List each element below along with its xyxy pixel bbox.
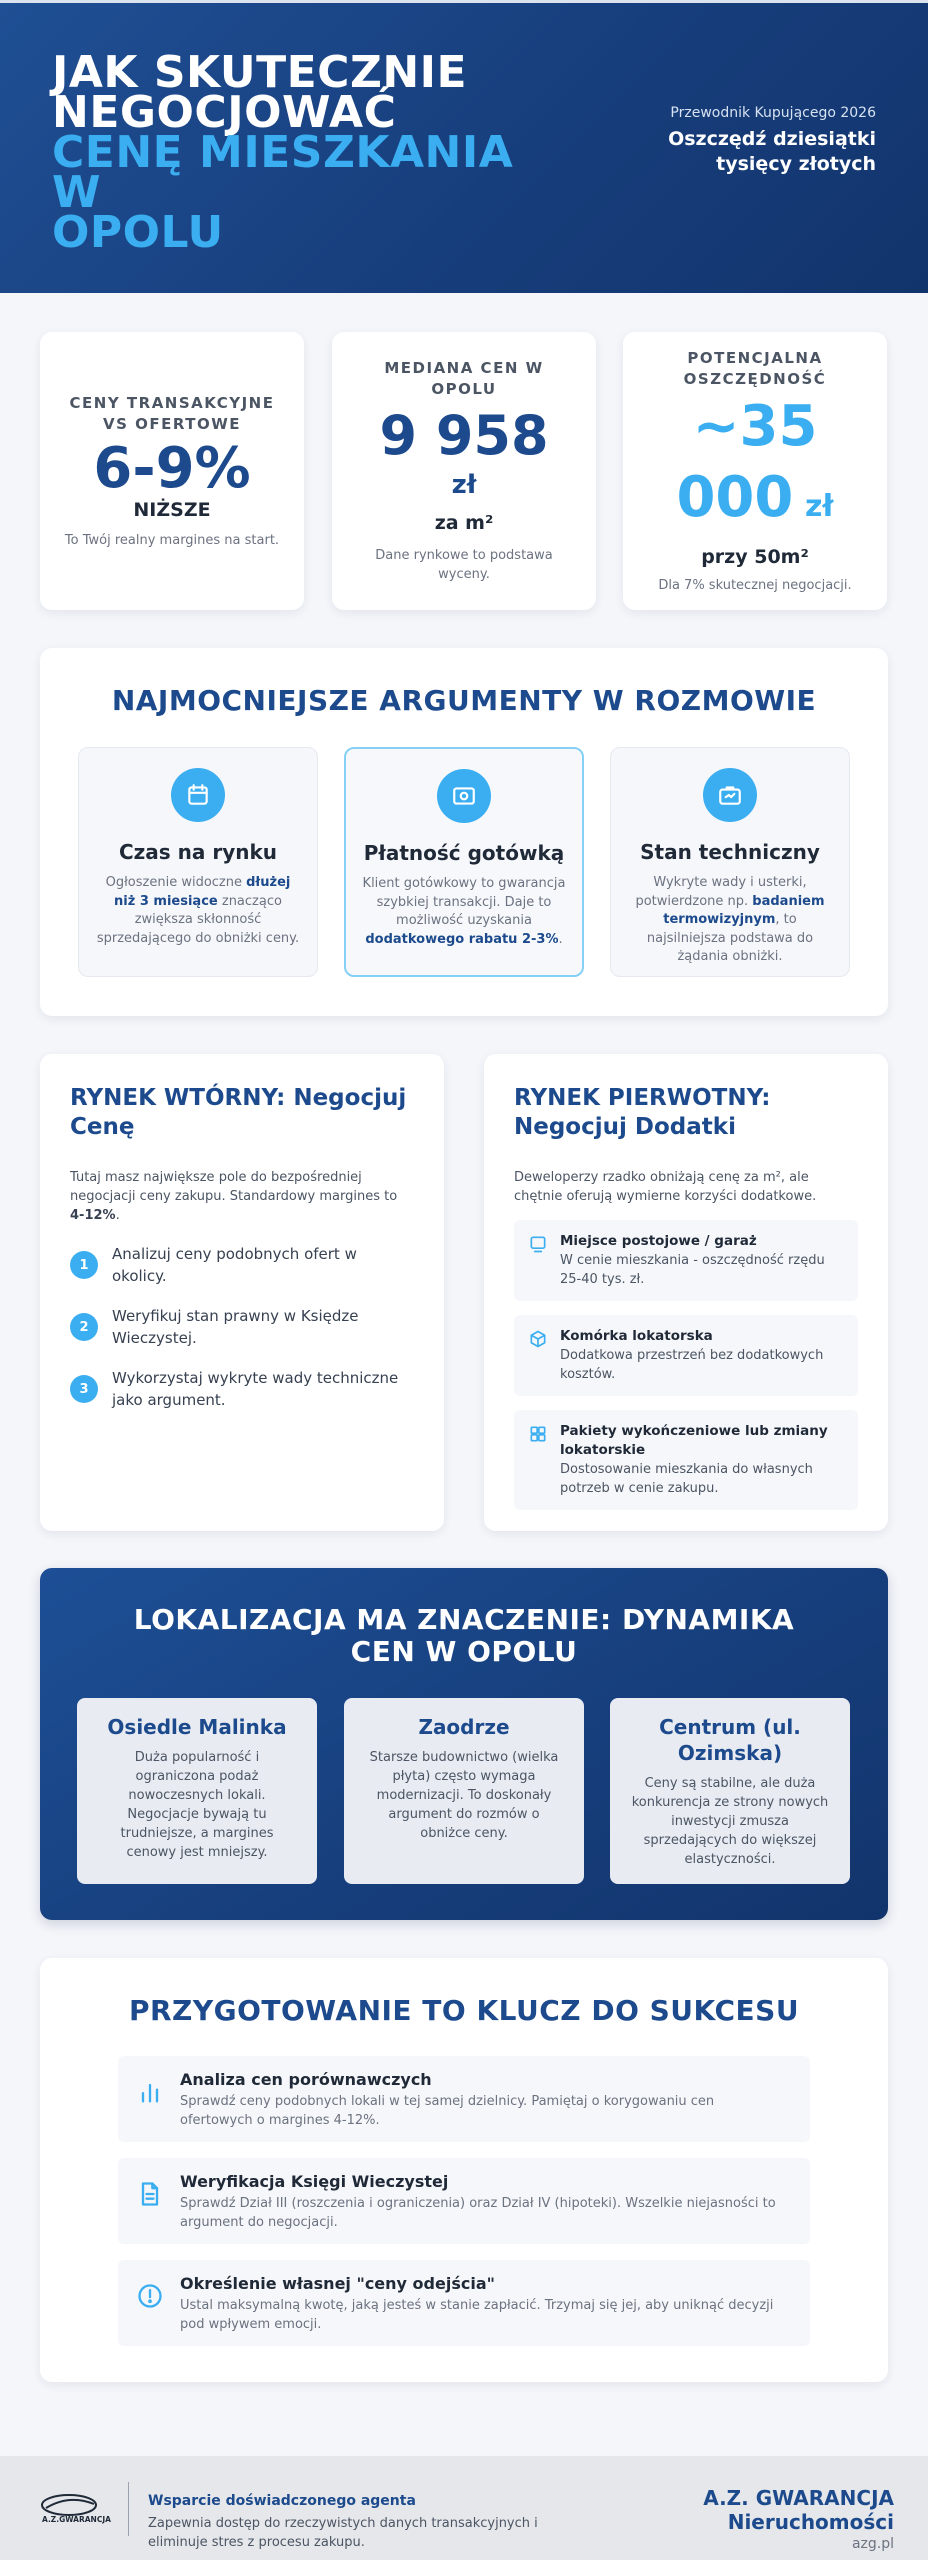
prep-title: Analiza cen porównawczych — [180, 2070, 432, 2089]
brand-name — [703, 2486, 894, 2534]
perk-title: Pakiety wykończeniowe lub zmiany lokatorskie — [560, 1423, 828, 1458]
district-card-zaodrze — [344, 1698, 584, 1884]
prep-item — [118, 2158, 810, 2244]
grid-icon — [528, 1424, 548, 1444]
prep-text: Sprawdź Dział III (roszczenia i ograniczenia) oraz Dział IV (hipoteki). Wszelkie niejasności to argument do negocjacji. — [180, 2196, 776, 2230]
section-title: LOKALIZACJA MA ZNACZENIE: DYNAMIKA CEN W OPOLU — [133, 1603, 795, 1668]
primary-market-card — [484, 1054, 888, 1531]
footer-heading: Wsparcie doświadczonego agenta — [148, 2493, 416, 2509]
step-item — [70, 1243, 414, 1287]
perk-text: W cenie mieszkania - oszczędność rzędu 25-40 tys. zł. — [560, 1253, 825, 1287]
cash-icon — [437, 769, 491, 823]
title-line-accent: CENĘ MIESZKANIA W — [52, 127, 514, 218]
step-text: Wykorzystaj wykryte wady techniczne jako argument. — [112, 1369, 399, 1409]
page-title — [52, 47, 522, 258]
perk-title: Miejsce postojowe / garaż — [560, 1233, 757, 1249]
stat-value: 9 958 — [379, 404, 549, 467]
district-card-malinka — [77, 1698, 317, 1884]
stat-label: MEDIANA CEN W OPOLU — [384, 359, 544, 398]
stat-label: POTENCJALNA OSZCZĘDNOŚĆ — [683, 348, 827, 388]
prep-title: Weryfikacja Księgi Wieczystej — [180, 2172, 449, 2191]
hero-subtitle-line: Oszczędź dziesiątki — [668, 128, 876, 150]
footer-divider — [128, 2482, 129, 2536]
svg-text:A.Z.GWARANCJA: A.Z.GWARANCJA — [42, 2515, 111, 2524]
parking-icon — [528, 1234, 548, 1254]
perks-list — [514, 1220, 858, 1510]
argument-card-time-on-market — [78, 747, 318, 977]
district-card-centrum — [610, 1698, 850, 1884]
stat-value: ~35 000 — [676, 393, 818, 530]
hero-kicker: Przewodnik Kupującego 2026 — [670, 105, 876, 121]
step-text: Analizuj ceny podobnych ofert w okolicy. — [112, 1245, 357, 1285]
prep-title: Określenie własnej "ceny odejścia" — [180, 2274, 495, 2293]
step-number: 1 — [70, 1251, 98, 1279]
stat-note: To Twój realny margines na start. — [64, 532, 280, 548]
stat-sub: za m² — [434, 512, 494, 534]
stat-sub: przy 50m² — [701, 545, 809, 568]
market-title: RYNEK PIERWOTNY: Negocjuj Dodatki — [514, 1085, 771, 1140]
brand-line: Nieruchomości — [727, 2510, 894, 2534]
district-title: Zaodrze — [418, 1715, 510, 1739]
prep-text: Ustal maksymalną kwotę, jaką jesteś w stanie zapłacić. Trzymaj się jej, aby uniknąć decyzji pod wpływem emocji. — [180, 2298, 774, 2332]
argument-card-technical-condition — [610, 747, 850, 977]
box-icon — [528, 1329, 548, 1349]
location-section — [40, 1568, 888, 1920]
argument-title: Płatność gotówką — [363, 841, 565, 865]
district-text: Ceny są stabilne, ale duża konkurencja ze strony nowych inwestycji zmusza sprzedających do większej elastyczności. — [631, 1776, 829, 1867]
district-text: Duża popularność i ograniczona podaż nowoczesnych lokali. Negocjacje bywają tu trudniejsze, a margines cenowy jest mniejszy. — [120, 1750, 274, 1860]
title-line-accent: OPOLU — [52, 207, 224, 258]
hero-subtitle-line: tysięcy złotych — [716, 153, 876, 175]
section-title: PRZYGOTOWANIE TO KLUCZ DO SUKCESU — [128, 1994, 800, 2027]
title-line: JAK SKUTECZNIE — [52, 47, 468, 98]
argument-title: Czas na rynku — [118, 840, 278, 864]
prep-text: Sprawdź ceny podobnych lokali w tej samej dzielnicy. Pamiętaj o korygowaniu cen ofertowych o margines 4-12%. — [180, 2094, 715, 2128]
stat-note: Dane rynkowe to podstawa wyceny. — [375, 548, 553, 582]
footer — [0, 2456, 928, 2560]
prep-item — [118, 2056, 810, 2142]
market-intro: Deweloperzy rzadko obniżają cenę za m², ale chętnie oferują wymierne korzyści dodatkowe. — [514, 1170, 817, 1204]
bar-chart-icon — [136, 2078, 164, 2106]
perk-item — [514, 1220, 858, 1301]
hero-banner — [0, 0, 928, 293]
title-line: NEGOCJOWAĆ — [52, 87, 397, 138]
stat-card-price-gap — [40, 332, 304, 610]
step-number: 2 — [70, 1313, 98, 1341]
alert-icon — [136, 2282, 164, 2310]
market-intro: Tutaj masz największe pole do bezpośredniej negocjacji ceny zakupu. Standardowy margines to 4-12%. — [70, 1170, 398, 1223]
district-text: Starsze budownictwo (wielka płyta) często wymaga modernizacji. To doskonały argument do rozmów o obniżce ceny. — [369, 1750, 559, 1841]
stat-card-savings — [623, 332, 887, 610]
argument-title: Stan techniczny — [640, 840, 820, 864]
section-title: NAJMOCNIEJSZE ARGUMENTY W ROZMOWIE — [111, 684, 817, 717]
brand-line: A.Z. GWARANCJA — [703, 2486, 894, 2510]
market-title: RYNEK WTÓRNY: Negocjuj Cenę — [70, 1085, 407, 1140]
argument-text: Ogłoszenie widoczne dłużej niż 3 miesiące znacząco zwiększa skłonność sprzedającego do obniżki ceny. — [96, 875, 300, 946]
prep-item — [118, 2260, 810, 2346]
toolbox-icon — [703, 768, 757, 822]
perk-title: Komórka lokatorska — [560, 1328, 713, 1344]
stat-unit: zł — [451, 470, 477, 500]
argument-text: Wykryte wady i usterki, potwierdzone np. badaniem termowizyjnym, to najsilniejsza podstawa do żądania obniżki. — [635, 875, 825, 964]
stat-note: Dla 7% skutecznej negocjacji. — [658, 577, 852, 593]
step-number: 3 — [70, 1375, 98, 1403]
perk-text: Dostosowanie mieszkania do własnych potrzeb w cenie zakupu. — [560, 1462, 813, 1496]
perk-text: Dodatkowa przestrzeń bez dodatkowych kosztów. — [560, 1348, 824, 1382]
step-text: Weryfikuj stan prawny w Księdze Wieczystej. — [112, 1307, 359, 1347]
argument-card-cash-payment — [344, 747, 584, 977]
district-title: Osiedle Malinka — [107, 1715, 287, 1739]
document-icon — [136, 2180, 164, 2208]
stat-value: 6-9% — [93, 435, 251, 501]
stat-value-wrap — [670, 393, 840, 540]
secondary-market-card — [40, 1054, 444, 1531]
website-link[interactable]: azg.pl — [851, 2536, 894, 2552]
step-item — [70, 1305, 414, 1349]
preparation-section — [40, 1958, 888, 2382]
stat-card-median-price — [332, 332, 596, 610]
calendar-icon — [171, 768, 225, 822]
argument-text: Klient gotówkowy to gwarancja szybkiej transakcji. Daje to możliwość uzyskania dodatkowego rabatu 2-3%. — [362, 876, 566, 947]
steps-list — [70, 1243, 414, 1411]
stat-label: CENY TRANSAKCYJNE VS OFERTOWE — [69, 393, 275, 433]
perk-item — [514, 1410, 858, 1510]
hero-tagline — [576, 105, 876, 177]
footer-text: Zapewnia dostęp do rzeczywistych danych transakcyjnych i eliminuje stres z procesu zakupu. — [148, 2516, 538, 2550]
hero-subtitle — [576, 127, 876, 177]
stat-sub: NIŻSZE — [133, 498, 211, 521]
perk-item — [514, 1315, 858, 1396]
company-logo — [38, 2490, 111, 2526]
stat-unit: zł — [804, 488, 834, 524]
district-title: Centrum (ul. Ozimska) — [659, 1715, 801, 1765]
step-item — [70, 1367, 414, 1411]
